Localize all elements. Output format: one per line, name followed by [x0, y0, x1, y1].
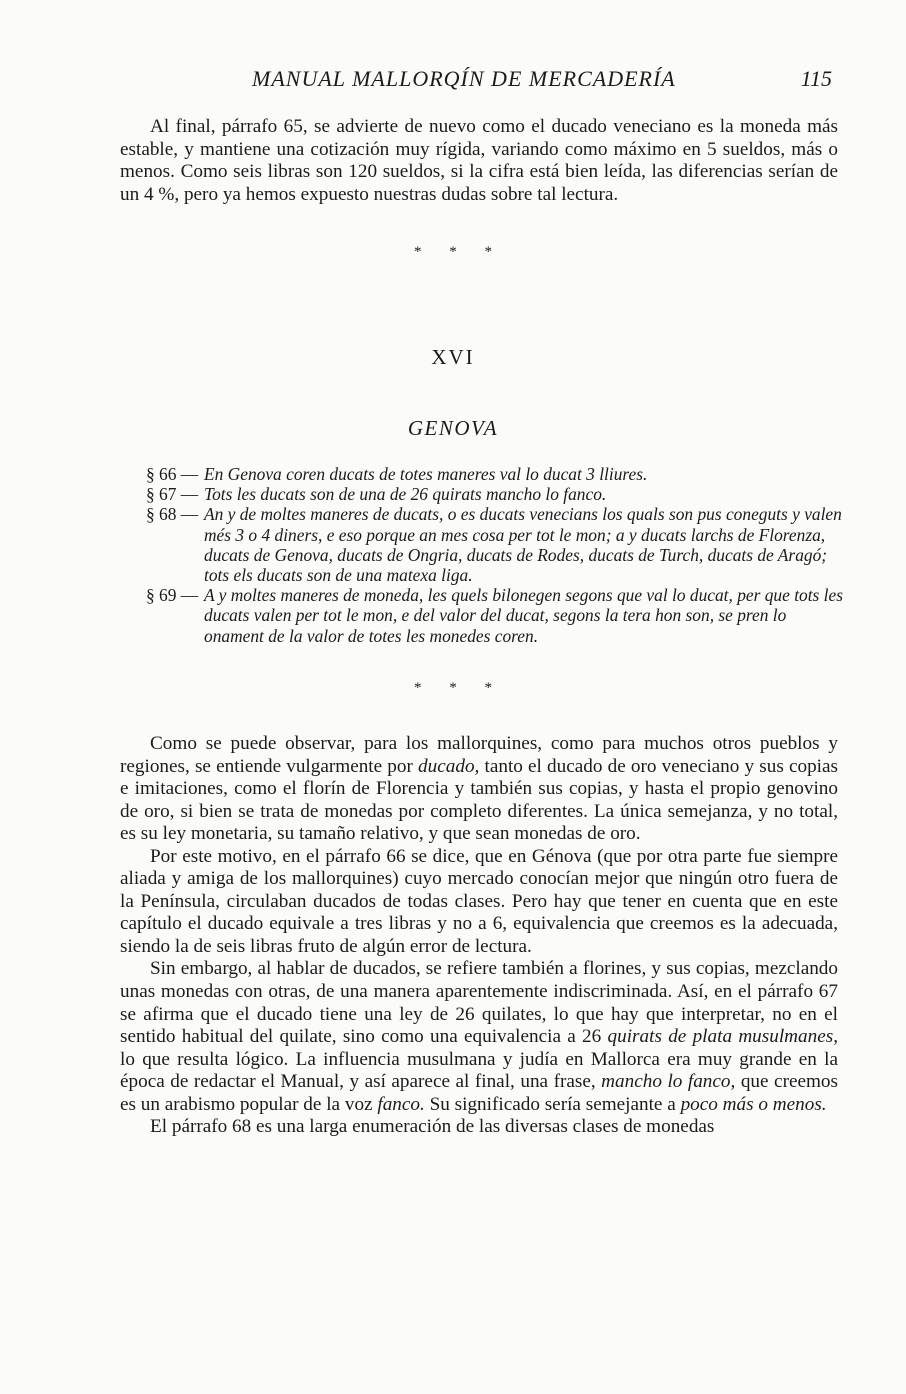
asterisk: * [484, 680, 492, 696]
section-separator-bottom [0, 680, 906, 697]
asterisk: * [449, 244, 457, 260]
commentary-paragraph-4: El párrafo 68 es una larga enumeración de las diversas clases de monedas [150, 1116, 715, 1138]
asterisk: * [484, 244, 492, 260]
paragraph-text: En Genova coren ducats de totes maneres val lo ducat 3 lliures. [204, 464, 648, 484]
italic-term: ducado, [418, 755, 480, 777]
paragraph-number: § 67 — [146, 484, 199, 505]
source-paragraph-69 [146, 585, 846, 646]
text-run: Su significado sería semejante a [424, 1093, 681, 1115]
paragraph-number: § 66 — [146, 464, 199, 484]
commentary-paragraph-2: Por este motivo, en el párrafo 66 se dice, que en Génova (que por otra parte fue siempre aliada y amiga de los mallorquines) cuyo mercado conocían mejor que ningún otro fuera de la Península, circulaban ducados de todas clases. Pero hay que tener en cuenta que en este capítulo el ducado equivale a tres libras y no a 6, equivalencia que creemos es la adecuada, siendo la de seis libras fruto de algún error de lectura. [120, 845, 838, 957]
italic-term: quirats de plata musulmanes, [607, 1026, 838, 1048]
text-run: que creemos es un arabismo popular de la voz [120, 1071, 838, 1115]
italic-term: mancho lo fanco, [601, 1071, 736, 1093]
paragraph-text: Tots les ducats son de una de 26 quirats mancho lo fanco. [204, 484, 607, 505]
text-run: Como se puede observar, para los mallorquines, como para muchos otros pueblos y regiones, se entiende vulgarmente por [120, 733, 838, 777]
source-paragraph-68 [146, 504, 846, 585]
intro-paragraph: Al final, párrafo 65, se advierte de nuevo como el ducado veneciano es la moneda más estable, y mantiene una cotización muy rígida, variando como máximo en 5 sueldos, más o menos. Como seis libras son 120 sueldos, si la cifra está bien leída, las diferencias serían de un 4 %, pero ya hemos expuesto nuestras dudas sobre tal lectura. [120, 116, 838, 205]
asterisk: * [449, 680, 457, 696]
paragraph-text: A y moltes maneres de moneda, les quels bilonegen segons que val lo ducat, per que tots les ducats valen per tot le mon, e del valor del ducat, segons la tera hon son, se pren lo onament de la valor de totes les monedes coren. [204, 585, 843, 646]
source-paragraph-66 [146, 464, 846, 484]
source-paragraph-67 [146, 484, 846, 504]
asterisk: * [414, 244, 422, 260]
paragraph-number: § 68 — [146, 504, 199, 525]
text-run: tanto el ducado de oro veneciano y sus copias e imitaciones, como el florín de Florencia y también sus copias, y hasta el propio genovino de oro, si bien se trata de monedas por completo diferentes. La única semejanza, y no total, es su ley monetaria, su tamaño relativo, y que sean monedas de oro. [120, 755, 838, 845]
italic-term: poco más o menos. [680, 1093, 827, 1115]
chapter-title: GENOVA [407, 416, 499, 440]
commentary-paragraph-3 [120, 958, 838, 1116]
source-paragraph-list [146, 464, 846, 646]
section-separator-top [0, 244, 906, 261]
commentary-paragraph-1 [120, 733, 838, 846]
page-number: 115 [800, 66, 832, 91]
text-run: Sin embargo, al hablar de ducados, se refiere también a florines, y sus copias, mezclando unas monedas con otras, de una manera aparentemente indiscriminada. Así, en el párrafo 67 se afirma que el ducado tiene una ley de 26 quilates, lo que hay que interpretar, no en el sentido habitual del quilate, sino como una equivalencia a 26 [120, 958, 838, 1048]
paragraph-text: An y de moltes maneres de ducats, o es ducats venecians los quals son pus coneguts y valen més 3 o 4 diners, e eso porque an mes cosa per tot le mon; a y ducats larchs de Florenza, ducats de Genova, ducats de Ongria, ducats de Rodes, ducats de Turch, ducats de Aragó; tots els ducats son de una matexa liga. [204, 504, 842, 586]
commentary-section [120, 733, 838, 1139]
italic-term: fanco. [377, 1093, 425, 1115]
paragraph-number: § 69 — [146, 585, 199, 606]
chapter-number: XVI [431, 345, 475, 369]
running-title: MANUAL MALLORQÍN DE MERCADERÍA [252, 66, 676, 91]
asterisk: * [414, 680, 422, 696]
text-run: lo que resulta lógico. La influencia musulmana y judía en Mallorca era muy grande en la época de redactar el Manual, y así aparece al final, una frase, [120, 1048, 838, 1093]
